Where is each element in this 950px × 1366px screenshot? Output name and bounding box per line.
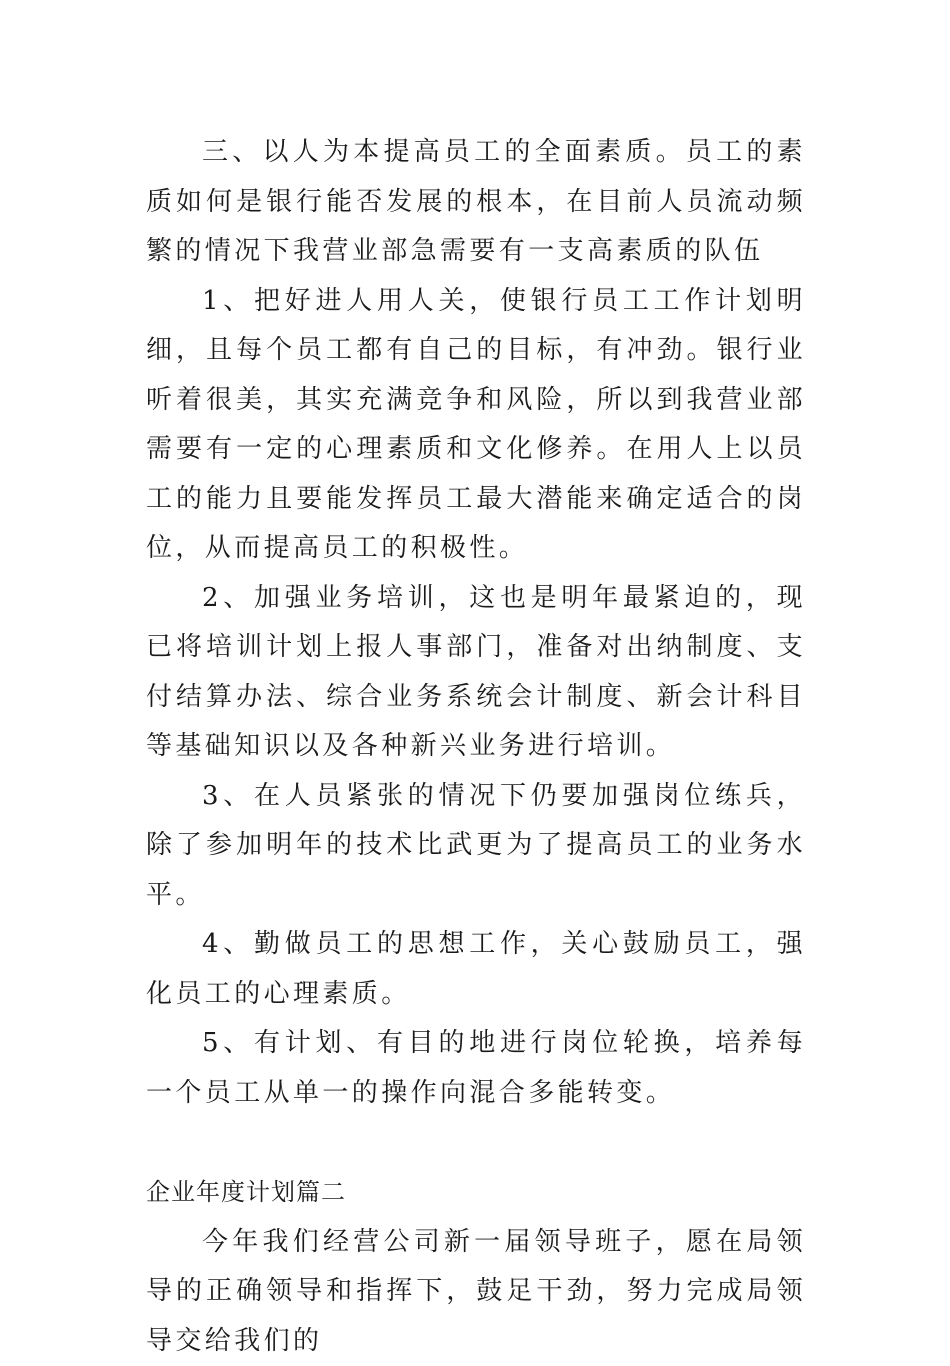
paragraph-item-2: 2、加强业务培训，这也是明年最紧迫的，现已将培训计划上报人事部门，准备对出纳制度、支付结算办法、综合业务系统会计制度、新会计科目等基础知识以及各种新兴业务进行培训。 (146, 574, 806, 772)
section-paragraph: 今年我们经营公司新一届领导班子，愿在局领导的正确领导和指挥下，鼓足干劲，努力完成局领导交给我们的 (146, 1218, 806, 1366)
paragraph-section-three: 三、以人为本提高员工的全面素质。员工的素质如何是银行能否发展的根本，在目前人员流动频繁的情况下我营业部急需要有一支高素质的队伍 (146, 128, 806, 277)
document-page (146, 128, 806, 1366)
paragraph-item-1: 1、把好进人用人关，使银行员工工作计划明细，且每个员工都有自己的目标，有冲劲。银行业听着很美，其实充满竞争和风险，所以到我营业部需要有一定的心理素质和文化修养。在用人上以员工的能力且要能发挥员工最大潜能来确定适合的岗位，从而提高员工的积极性。 (146, 277, 806, 574)
section-heading: 企业年度计划篇二 (146, 1168, 806, 1218)
paragraph-item-3: 3、在人员紧张的情况下仍要加强岗位练兵，除了参加明年的技术比武更为了提高员工的业务水平。 (146, 772, 806, 921)
paragraph-item-4: 4、勤做员工的思想工作，关心鼓励员工，强化员工的心理素质。 (146, 920, 806, 1019)
paragraph-item-5: 5、有计划、有目的地进行岗位轮换，培养每一个员工从单一的操作向混合多能转变。 (146, 1019, 806, 1118)
